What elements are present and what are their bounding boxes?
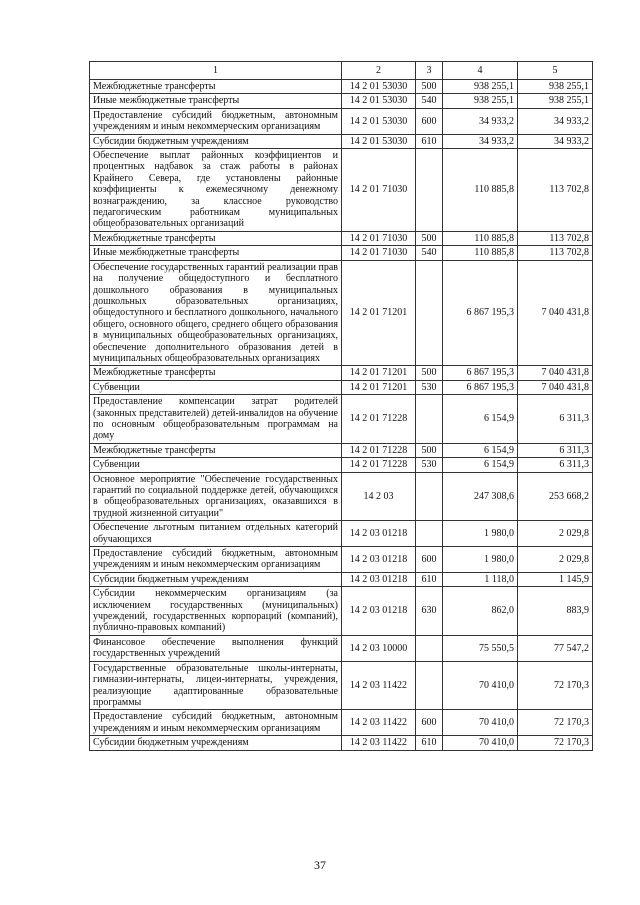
row-name: Предоставление субсидий бюджетным, автономным учреждениям и иным некоммерческим организациям bbox=[90, 108, 342, 134]
col-header-name: 1 bbox=[90, 62, 342, 80]
row-expense-type: 500 bbox=[416, 366, 443, 380]
row-expense-type: 500 bbox=[416, 443, 443, 457]
row-expense-type: 600 bbox=[416, 108, 443, 134]
row-value-year2: 72 170,3 bbox=[518, 736, 593, 750]
row-value-year2: 253 668,2 bbox=[518, 472, 593, 521]
row-expense-type: 600 bbox=[416, 547, 443, 573]
row-value-year1: 247 308,6 bbox=[443, 472, 518, 521]
row-expense-type bbox=[416, 472, 443, 521]
table-row bbox=[90, 736, 593, 750]
row-value-year1: 6 154,9 bbox=[443, 443, 518, 457]
table-row bbox=[90, 380, 593, 394]
row-value-year1: 34 933,2 bbox=[443, 134, 518, 148]
row-name: Государственные образовательные школы-интернаты, гимназии-интернаты, лицеи-интернаты, учреждения, реализующие адаптированные образовательные программы bbox=[90, 661, 342, 710]
table-row bbox=[90, 443, 593, 457]
row-code: 14 2 01 53030 bbox=[342, 134, 416, 148]
row-value-year1: 34 933,2 bbox=[443, 108, 518, 134]
row-expense-type: 540 bbox=[416, 94, 443, 108]
row-name: Субсидии бюджетным учреждениям bbox=[90, 736, 342, 750]
row-value-year1: 70 410,0 bbox=[443, 710, 518, 736]
table-row bbox=[90, 134, 593, 148]
row-value-year2: 7 040 431,8 bbox=[518, 380, 593, 394]
row-code: 14 2 03 11422 bbox=[342, 661, 416, 710]
table-body bbox=[90, 80, 593, 751]
row-expense-type: 500 bbox=[416, 231, 443, 245]
col-header-year1: 4 bbox=[443, 62, 518, 80]
row-value-year1: 6 154,9 bbox=[443, 458, 518, 472]
row-code: 14 2 01 71030 bbox=[342, 231, 416, 245]
row-code: 14 2 01 71030 bbox=[342, 149, 416, 232]
row-code: 14 2 01 71228 bbox=[342, 395, 416, 444]
row-name: Иные межбюджетные трансферты bbox=[90, 94, 342, 108]
col-header-code: 2 bbox=[342, 62, 416, 80]
row-code: 14 2 03 bbox=[342, 472, 416, 521]
table-row bbox=[90, 94, 593, 108]
row-value-year1: 938 255,1 bbox=[443, 94, 518, 108]
table-row bbox=[90, 246, 593, 260]
row-name: Субсидии бюджетным учреждениям bbox=[90, 572, 342, 586]
table-row bbox=[90, 395, 593, 444]
row-value-year1: 1 980,0 bbox=[443, 521, 518, 547]
table-row bbox=[90, 149, 593, 232]
row-name: Субвенции bbox=[90, 458, 342, 472]
row-value-year2: 938 255,1 bbox=[518, 80, 593, 94]
row-code: 14 2 01 53030 bbox=[342, 94, 416, 108]
row-value-year1: 1 118,0 bbox=[443, 572, 518, 586]
row-value-year1: 6 867 195,3 bbox=[443, 380, 518, 394]
row-name: Предоставление субсидий бюджетным, автономным учреждениям и иным некоммерческим организациям bbox=[90, 547, 342, 573]
row-name: Обеспечение государственных гарантий реализации прав на получение общедоступного и бесплатного дошкольного образования в муниципальных дошкольных образовательных организациях, общедоступного и бесплатного дошкольного, начального общего, основного общего, среднего общего образования в муниципальных общеобразовательных организациях, обеспечение дополнительного образования детей в муниципальных общеобразовательных организациях bbox=[90, 260, 342, 366]
row-code: 14 2 01 71201 bbox=[342, 380, 416, 394]
row-name: Иные межбюджетные трансферты bbox=[90, 246, 342, 260]
row-value-year1: 70 410,0 bbox=[443, 736, 518, 750]
table-row bbox=[90, 458, 593, 472]
row-value-year1: 110 885,8 bbox=[443, 231, 518, 245]
row-value-year2: 2 029,8 bbox=[518, 547, 593, 573]
table-row bbox=[90, 80, 593, 94]
row-expense-type: 530 bbox=[416, 458, 443, 472]
table-row bbox=[90, 231, 593, 245]
row-value-year2: 34 933,2 bbox=[518, 108, 593, 134]
row-value-year2: 113 702,8 bbox=[518, 231, 593, 245]
col-header-vr: 3 bbox=[416, 62, 443, 80]
table-row bbox=[90, 572, 593, 586]
page-number: 37 bbox=[314, 858, 326, 872]
table-row bbox=[90, 635, 593, 661]
row-name: Обеспечение льготным питанием отдельных категорий обучающихся bbox=[90, 521, 342, 547]
row-value-year2: 6 311,3 bbox=[518, 443, 593, 457]
table-row bbox=[90, 108, 593, 134]
row-value-year1: 6 867 195,3 bbox=[443, 260, 518, 366]
row-value-year2: 938 255,1 bbox=[518, 94, 593, 108]
row-value-year2: 7 040 431,8 bbox=[518, 366, 593, 380]
row-expense-type: 610 bbox=[416, 572, 443, 586]
row-name: Предоставление субсидий бюджетным, автономным учреждениям и иным некоммерческим организациям bbox=[90, 710, 342, 736]
row-name: Обеспечение выплат районных коэффициентов и процентных надбавок за стаж работы в районах Крайнего Севера, где установлены районные коэффициенты к ежемесячному денежному вознаграждению, за классное руководство педагогическим работникам муниципальных общеобразовательных организаций bbox=[90, 149, 342, 232]
row-name: Основное мероприятие "Обеспечение государственных гарантий по социальной поддержке детей, обучающихся в общеобразовательных организациях, оказавшихся в трудной жизненной ситуации" bbox=[90, 472, 342, 521]
table-row bbox=[90, 472, 593, 521]
table-row bbox=[90, 661, 593, 710]
row-expense-type bbox=[416, 260, 443, 366]
row-name: Финансовое обеспечение выполнения функций государственных учреждений bbox=[90, 635, 342, 661]
row-code: 14 2 03 01218 bbox=[342, 547, 416, 573]
row-value-year2: 883,9 bbox=[518, 587, 593, 636]
row-value-year2: 113 702,8 bbox=[518, 246, 593, 260]
row-expense-type bbox=[416, 395, 443, 444]
row-value-year1: 938 255,1 bbox=[443, 80, 518, 94]
row-expense-type bbox=[416, 661, 443, 710]
table-header bbox=[90, 62, 593, 80]
row-value-year2: 2 029,8 bbox=[518, 521, 593, 547]
row-expense-type: 600 bbox=[416, 710, 443, 736]
row-value-year2: 72 170,3 bbox=[518, 661, 593, 710]
row-value-year2: 77 547,2 bbox=[518, 635, 593, 661]
row-name: Субсидии некоммерческим организациям (за исключением государственных (муниципальных) учреждений, государственных корпораций (компаний), публично-правовых компаний) bbox=[90, 587, 342, 636]
row-value-year1: 70 410,0 bbox=[443, 661, 518, 710]
row-name: Межбюджетные трансферты bbox=[90, 443, 342, 457]
row-expense-type bbox=[416, 521, 443, 547]
row-name: Предоставление компенсации затрат родителей (законных представителей) детей-инвалидов на обучение по основным общеобразовательным программам на дому bbox=[90, 395, 342, 444]
row-value-year1: 1 980,0 bbox=[443, 547, 518, 573]
row-expense-type: 610 bbox=[416, 134, 443, 148]
row-value-year2: 113 702,8 bbox=[518, 149, 593, 232]
table-row bbox=[90, 710, 593, 736]
budget-table bbox=[89, 61, 593, 751]
row-code: 14 2 01 53030 bbox=[342, 80, 416, 94]
row-code: 14 2 03 11422 bbox=[342, 710, 416, 736]
table-row bbox=[90, 366, 593, 380]
row-code: 14 2 03 01218 bbox=[342, 521, 416, 547]
row-name: Межбюджетные трансферты bbox=[90, 80, 342, 94]
row-code: 14 2 01 71201 bbox=[342, 366, 416, 380]
row-expense-type: 610 bbox=[416, 736, 443, 750]
header-row bbox=[90, 62, 593, 80]
row-code: 14 2 03 10000 bbox=[342, 635, 416, 661]
row-expense-type: 530 bbox=[416, 380, 443, 394]
row-value-year1: 6 154,9 bbox=[443, 395, 518, 444]
row-value-year1: 110 885,8 bbox=[443, 246, 518, 260]
row-expense-type bbox=[416, 149, 443, 232]
row-value-year1: 75 550,5 bbox=[443, 635, 518, 661]
row-value-year2: 1 145,9 bbox=[518, 572, 593, 586]
row-value-year1: 862,0 bbox=[443, 587, 518, 636]
row-code: 14 2 01 71228 bbox=[342, 443, 416, 457]
row-expense-type: 500 bbox=[416, 80, 443, 94]
row-code: 14 2 03 01218 bbox=[342, 587, 416, 636]
row-code: 14 2 03 01218 bbox=[342, 572, 416, 586]
row-value-year2: 72 170,3 bbox=[518, 710, 593, 736]
row-value-year2: 7 040 431,8 bbox=[518, 260, 593, 366]
table-row bbox=[90, 587, 593, 636]
row-value-year1: 110 885,8 bbox=[443, 149, 518, 232]
row-expense-type bbox=[416, 635, 443, 661]
row-code: 14 2 01 71030 bbox=[342, 246, 416, 260]
table-row bbox=[90, 521, 593, 547]
row-code: 14 2 01 53030 bbox=[342, 108, 416, 134]
row-name: Субсидии бюджетным учреждениям bbox=[90, 134, 342, 148]
col-header-year2: 5 bbox=[518, 62, 593, 80]
row-name: Межбюджетные трансферты bbox=[90, 366, 342, 380]
row-value-year1: 6 867 195,3 bbox=[443, 366, 518, 380]
table-row bbox=[90, 547, 593, 573]
row-value-year2: 6 311,3 bbox=[518, 458, 593, 472]
row-expense-type: 630 bbox=[416, 587, 443, 636]
row-code: 14 2 01 71201 bbox=[342, 260, 416, 366]
table-row bbox=[90, 260, 593, 366]
row-expense-type: 540 bbox=[416, 246, 443, 260]
row-code: 14 2 01 71228 bbox=[342, 458, 416, 472]
row-name: Межбюджетные трансферты bbox=[90, 231, 342, 245]
row-value-year2: 34 933,2 bbox=[518, 134, 593, 148]
row-code: 14 2 03 11422 bbox=[342, 736, 416, 750]
row-value-year2: 6 311,3 bbox=[518, 395, 593, 444]
row-name: Субвенции bbox=[90, 380, 342, 394]
